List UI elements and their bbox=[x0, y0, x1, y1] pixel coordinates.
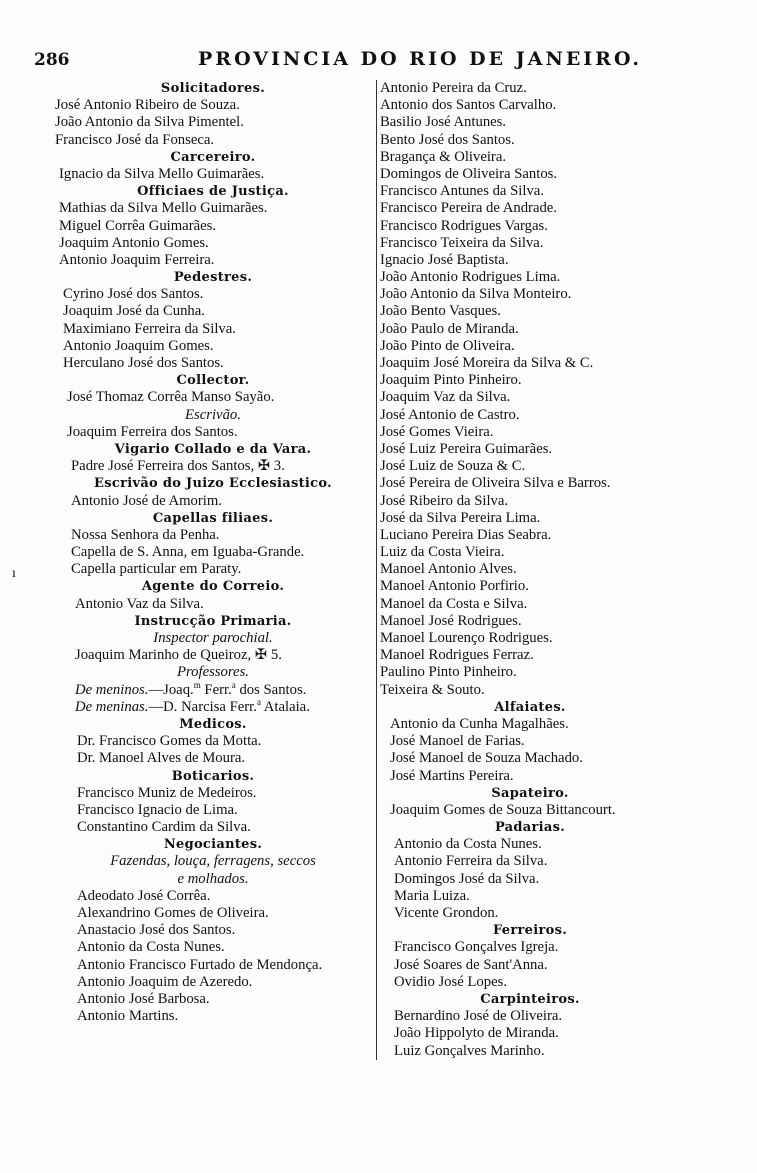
list-item: Maria Luiza. bbox=[394, 887, 470, 904]
list-item: Constantino Cardim da Silva. bbox=[77, 819, 251, 836]
meninos-label: De meninos. bbox=[75, 681, 149, 698]
right-column bbox=[376, 80, 680, 1060]
list-item: Antonio Joaquim Gomes. bbox=[63, 337, 214, 354]
section-heading: Solicitadores. bbox=[160, 81, 266, 96]
list-item: José Pereira de Oliveira Silva e Barros. bbox=[380, 475, 611, 492]
list-item: Ignacio José Baptista. bbox=[380, 251, 509, 268]
list-item: Nossa Senhora da Penha. bbox=[71, 526, 220, 543]
list-item: José Gomes Vieira. bbox=[380, 423, 494, 440]
section-heading: Escrivão do Juizo Ecclesiastico. bbox=[94, 476, 332, 492]
sub-heading: Fazendas, louça, ferragens, seccos bbox=[110, 853, 316, 870]
list-item: José Manoel de Souza Machado. bbox=[390, 750, 583, 767]
list-item: Adeodato José Corrêa. bbox=[77, 887, 211, 904]
list-item: Domingos de Oliveira Santos. bbox=[380, 165, 558, 182]
teacher-name-part: Atalaia. bbox=[260, 698, 310, 715]
section-heading: Alfaiates. bbox=[494, 699, 566, 715]
list-item: Maximiano Ferreira da Silva. bbox=[63, 320, 236, 337]
abbrev-sup: a bbox=[256, 696, 261, 707]
list-item: Ignacio da Silva Mello Guimarães. bbox=[59, 165, 265, 182]
list-item: Antonio da Cunha Magalhães. bbox=[390, 715, 569, 732]
list-item: João Bento Vasques. bbox=[380, 303, 501, 320]
list-item: João Antonio da Silva Monteiro. bbox=[380, 286, 572, 303]
list-item: Bento José dos Santos. bbox=[380, 131, 515, 148]
list-item: João Antonio da Silva Pimentel. bbox=[55, 114, 244, 131]
list-item: Manoel Lourenço Rodrigues. bbox=[380, 630, 553, 646]
list-item: José Thomaz Corrêa Manso Sayão. bbox=[67, 389, 275, 406]
list-item: Teixeira & Souto. bbox=[380, 681, 485, 698]
section-heading: Carpinteiros. bbox=[480, 991, 580, 1007]
list-item: Antonio José Barbosa. bbox=[77, 990, 210, 1007]
list-item bbox=[53, 696, 373, 716]
list-item: Francisco Ignacio de Lima. bbox=[77, 801, 238, 818]
section-heading: Collector. bbox=[176, 373, 250, 389]
teacher-name-part: —Joaq. bbox=[148, 681, 194, 698]
list-item: Dr. Francisco Gomes da Motta. bbox=[77, 733, 262, 750]
list-item: Miguel Corrêa Guimarães. bbox=[59, 217, 217, 234]
list-item: Anastacio José dos Santos. bbox=[77, 922, 236, 939]
list-item: Joaquim Ferreira dos Santos. bbox=[67, 423, 238, 440]
list-item: José Luiz de Souza & C. bbox=[380, 458, 526, 475]
list-item: João Pinto de Oliveira. bbox=[380, 337, 515, 354]
list-item: Cyrino José dos Santos. bbox=[63, 286, 204, 303]
section-heading: Ferreiros. bbox=[492, 923, 568, 939]
list-item: João Hippolyto de Miranda. bbox=[394, 1025, 559, 1042]
list-item: José da Silva Pereira Lima. bbox=[380, 509, 541, 526]
section-heading: Instrucção Primaria. bbox=[134, 613, 292, 629]
running-title: PROVINCIA DO RIO DE JANEIRO. bbox=[198, 48, 643, 70]
list-item: Capella de S. Anna, em Iguaba-Grande. bbox=[71, 544, 305, 561]
list-item: Antonio Pereira da Cruz. bbox=[380, 80, 527, 96]
list-item: Joaquim José Moreira da Silva & C. bbox=[380, 355, 594, 371]
list-item: Luiz da Costa Vieira. bbox=[380, 544, 505, 561]
list-item: Alexandrino Gomes de Oliveira. bbox=[77, 905, 269, 921]
section-heading: Agente do Correio. bbox=[141, 579, 285, 595]
list-item: Joaquim Antonio Gomes. bbox=[59, 234, 209, 251]
list-item bbox=[53, 679, 373, 699]
page-number: 286 bbox=[34, 50, 70, 70]
sub-heading: e molhados. bbox=[177, 870, 249, 887]
list-item: José Antonio de Castro. bbox=[380, 406, 520, 423]
list-item: Vicente Grondon. bbox=[394, 905, 499, 921]
list-item: João Antonio Rodrigues Lima. bbox=[380, 269, 561, 286]
list-item: Joaquim José da Cunha. bbox=[63, 303, 205, 320]
section-heading: Negociantes. bbox=[163, 837, 263, 853]
abbrev-sup: m bbox=[193, 679, 201, 690]
list-item: Antonio da Costa Nunes. bbox=[77, 939, 225, 956]
meninas-label: De meninas. bbox=[75, 698, 149, 715]
list-item: Joaquim Gomes de Souza Bittancourt. bbox=[390, 801, 616, 818]
list-item: Francisco Gonçalves Igreja. bbox=[394, 939, 559, 956]
list-item: Antonio dos Santos Carvalho. bbox=[380, 97, 557, 114]
list-item: Francisco Pereira de Andrade. bbox=[380, 200, 557, 217]
margin-mark: ı bbox=[12, 566, 16, 581]
section-heading: Padarias. bbox=[494, 820, 566, 836]
teacher-name-part: dos Santos. bbox=[235, 681, 307, 698]
list-item: Dr. Manoel Alves de Moura. bbox=[77, 750, 246, 767]
list-item: Mathias da Silva Mello Guimarães. bbox=[59, 200, 268, 217]
list-item: Francisco Teixeira da Silva. bbox=[380, 234, 544, 251]
section-heading: Vigario Collado e da Vara. bbox=[114, 441, 312, 457]
list-item: Antonio Vaz da Silva. bbox=[75, 595, 204, 612]
list-item: Herculano José dos Santos. bbox=[63, 355, 224, 371]
list-item: José Martins Pereira. bbox=[390, 767, 514, 784]
sub-heading: Escrivão. bbox=[185, 406, 241, 423]
list-item: José Manoel de Farias. bbox=[390, 733, 525, 750]
list-item: Francisco José da Fonseca. bbox=[55, 131, 215, 148]
list-item: José Soares de Sant'Anna. bbox=[394, 956, 548, 973]
list-item: Antonio Ferreira da Silva. bbox=[394, 853, 548, 870]
list-item: Capella particular em Paraty. bbox=[71, 561, 242, 578]
list-item: Manoel José Rodrigues. bbox=[380, 612, 522, 629]
list-item: Francisco Rodrigues Vargas. bbox=[380, 217, 548, 234]
section-heading: Medicos. bbox=[179, 716, 247, 732]
list-item: Antonio Joaquim de Azeredo. bbox=[77, 973, 253, 990]
list-item: Antonio da Costa Nunes. bbox=[394, 836, 542, 853]
list-item: Manoel da Costa e Silva. bbox=[380, 595, 528, 612]
list-item: Antonio Francisco Furtado de Mendonça. bbox=[77, 956, 323, 973]
list-item: Antonio Joaquim Ferreira. bbox=[59, 251, 215, 268]
list-item: Bernardino José de Oliveira. bbox=[394, 1008, 563, 1025]
list-item: Joaquim Marinho de Queiroz, ✠ 5. bbox=[75, 647, 282, 664]
list-item: Antonio Martins. bbox=[77, 1008, 179, 1025]
list-item: Bragança & Oliveira. bbox=[380, 148, 507, 165]
section-heading: Boticarios. bbox=[171, 768, 255, 784]
teacher-name-part: —D. Narcisa Ferr. bbox=[148, 698, 257, 715]
sub-heading: Inspector parochial. bbox=[153, 630, 273, 646]
section-heading: Sapateiro. bbox=[491, 785, 569, 801]
abbrev-sup: a bbox=[231, 679, 236, 690]
list-item: Manoel Antonio Porfirio. bbox=[380, 578, 529, 595]
list-item: Francisco Antunes da Silva. bbox=[380, 183, 544, 200]
teacher-name-part: Ferr. bbox=[200, 681, 232, 698]
list-item: João Paulo de Miranda. bbox=[380, 320, 519, 337]
list-item: Joaquim Vaz da Silva. bbox=[380, 389, 511, 406]
left-column bbox=[53, 80, 373, 1025]
list-item: Domingos José da Silva. bbox=[394, 870, 540, 887]
list-item: Ovidio José Lopes. bbox=[394, 973, 508, 990]
list-item: Joaquim Pinto Pinheiro. bbox=[380, 372, 522, 389]
list-item: Padre José Ferreira dos Santos, ✠ 3. bbox=[71, 458, 285, 475]
list-item: Antonio José de Amorim. bbox=[71, 492, 222, 509]
section-heading: Officiaes de Justiça. bbox=[137, 184, 289, 200]
list-item: Luiz Gonçalves Marinho. bbox=[394, 1042, 545, 1059]
list-item: Basilio José Antunes. bbox=[380, 114, 507, 131]
list-item: José Antonio Ribeiro de Souza. bbox=[55, 97, 240, 114]
sub-heading: Professores. bbox=[177, 664, 249, 681]
list-item: Luciano Pereira Dias Seabra. bbox=[380, 526, 552, 543]
section-heading: Capellas filiaes. bbox=[152, 510, 274, 526]
list-item: Manoel Antonio Alves. bbox=[380, 561, 517, 578]
list-item: Paulino Pinto Pinheiro. bbox=[380, 664, 517, 681]
page-header bbox=[0, 48, 757, 76]
list-item: Manoel Rodrigues Ferraz. bbox=[380, 647, 534, 664]
list-item: José Ribeiro da Silva. bbox=[380, 492, 509, 509]
section-heading: Pedestres. bbox=[173, 270, 253, 286]
list-item: Francisco Muniz de Medeiros. bbox=[77, 784, 257, 801]
list-item: José Luiz Pereira Guimarães. bbox=[380, 440, 553, 457]
section-heading: Carcereiro. bbox=[170, 149, 256, 165]
